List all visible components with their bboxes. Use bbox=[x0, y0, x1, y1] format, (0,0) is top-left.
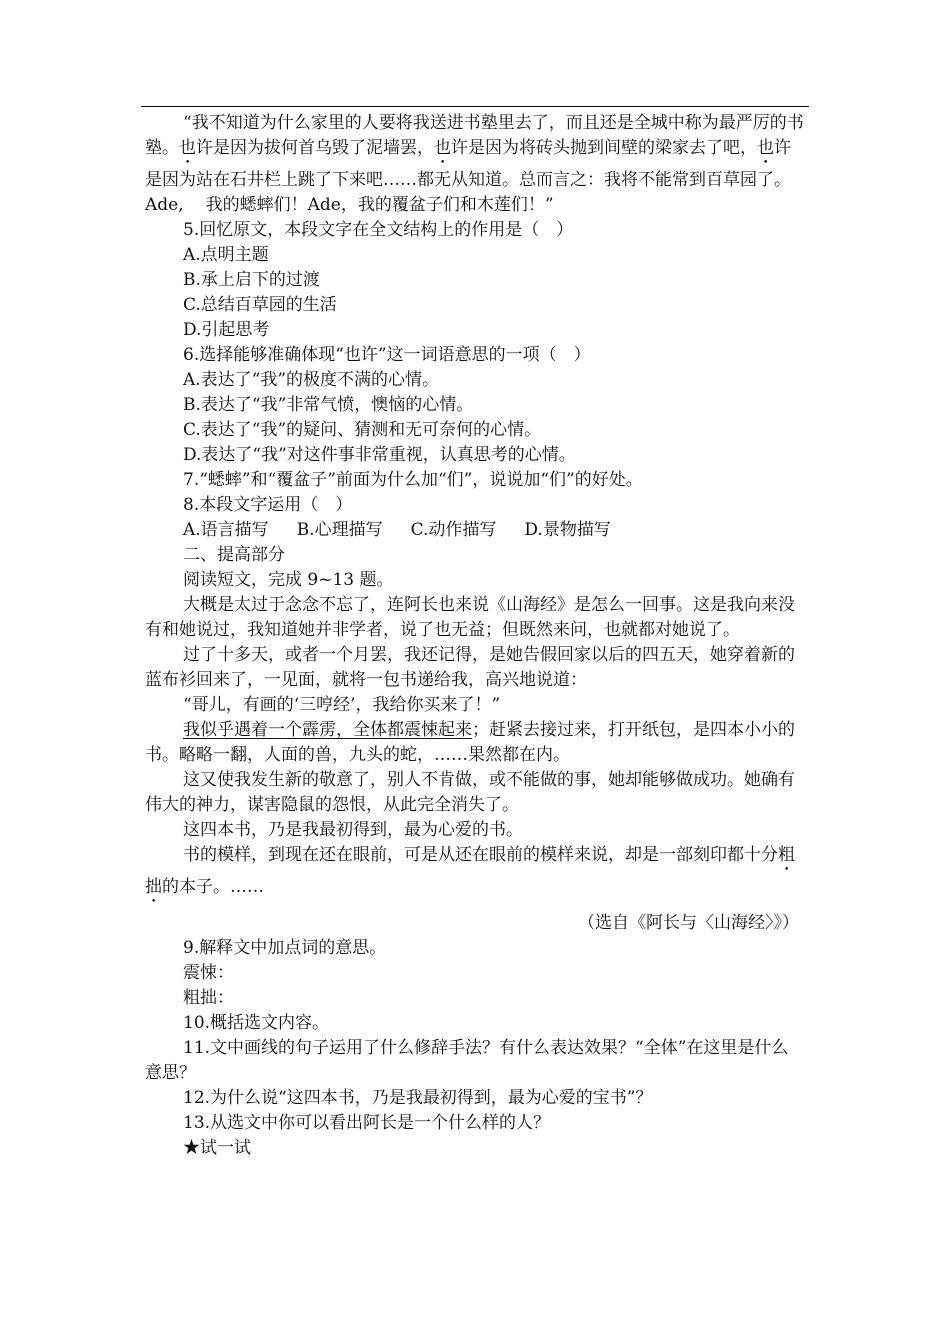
option: A.点明主题 bbox=[183, 245, 269, 265]
dotted-word: 也 bbox=[434, 138, 451, 158]
question-13: 13.从选文中你可以看出阿长是一个什么样的人？ bbox=[183, 1113, 551, 1133]
section-intro: 阅读短文，完成 9~13 题。 bbox=[183, 570, 394, 590]
option: D.引起思考 bbox=[183, 320, 270, 340]
passage-paragraph: 书的模样，到现在还在眼前，可是从还在眼前的模样来说，却是一部刻印都十分粗拙的本子。…… bbox=[145, 845, 795, 897]
passage-paragraph: 这又使我发生新的敬意了，别人不肯做，或不能做的事，她却能够做成功。她确有伟大的神力，谋害隐鼠的怨恨，从此完全消失了。 bbox=[145, 770, 795, 815]
option: B.承上启下的过渡 bbox=[183, 270, 320, 290]
option: B.心理描写 bbox=[296, 520, 383, 540]
header-rule bbox=[141, 106, 809, 107]
question-7: 7.“蟋蟀”和“覆盆子”前面为什么加“们”，说说加“们”的好处。 bbox=[183, 470, 643, 490]
section-heading: 二、提高部分 bbox=[183, 545, 285, 565]
dotted-word: 粗拙 bbox=[145, 845, 795, 897]
question-8-options bbox=[145, 518, 805, 543]
question-10: 10.概括选文内容。 bbox=[183, 1013, 330, 1033]
passage-paragraph: 过了十多天，或者一个月罢，我还记得，是她告假回家以后的四五天，她穿着新的蓝布衫回来了，一见面，就将一包书递给我，高兴地说道： bbox=[145, 645, 795, 690]
passage-paragraph: 大概是太过于念念不忘了，连阿长也来说《山海经》是怎么一回事。这是我向来没有和她说过，我知道她并非学者，说了也无益；但既然来问，也就都对她说了。 bbox=[145, 595, 795, 640]
source-citation: （选自《阿长与〈山海经〉》） bbox=[578, 913, 799, 933]
option: D.景物描写 bbox=[524, 520, 611, 540]
option: C.总结百草园的生活 bbox=[183, 295, 337, 315]
option: D.表达了“我”对这件事非常重视，认真思考的心情。 bbox=[183, 445, 576, 465]
underlined-sentence: 我似乎遇着一个霹雳，全体都震悚起来 bbox=[183, 720, 472, 740]
question-9: 9.解释文中加点词的意思。 bbox=[183, 938, 387, 958]
question-5: 5.回忆原文，本段文字在全文结构上的作用是（ ） bbox=[183, 220, 574, 240]
question-12: 12.为什么说“这四本书，乃是我最初得到，最为心爱的宝书”？ bbox=[183, 1088, 653, 1108]
dotted-word: 也 bbox=[757, 138, 774, 158]
passage-paragraph: “哥儿，有画的‘三哼经’，我给你买来了！” bbox=[183, 695, 501, 715]
passage-quote: “我不知道为什么家里的人要将我送进书塾里去了，而且还是全城中称为最严厉的书塾。也许是因为拔何首乌毁了泥墙罢，也许是因为将砖头抛到间壁的梁家去了吧，也许是因为站在石井栏上跳了下来吧……都无从知道。总而言之：我将不能常到百草园了。Ade, 我的蟋蟀们！Ade，我的覆盆子们和木莲们！” bbox=[145, 113, 804, 215]
sub-question: 震悚： bbox=[183, 963, 234, 983]
question-11: 11.文中画线的句子运用了什么修辞手法？有什么表达效果？“全体”在这里是什么意思？ bbox=[145, 1038, 789, 1083]
option: B.表达了“我”非常气愤，懊恼的心情。 bbox=[183, 395, 474, 415]
option: C.动作描写 bbox=[410, 520, 497, 540]
option: A.语言描写 bbox=[183, 520, 269, 540]
question-6: 6.选择能够准确体现“也许”这一词语意思的一项（ ） bbox=[183, 345, 591, 365]
question-8: 8.本段文字运用（ ） bbox=[183, 495, 353, 515]
passage-paragraph: 我似乎遇着一个霹雳，全体都震悚起来；赶紧去接过来，打开纸包，是四本小小的书。略略一翻，人面的兽，九头的蛇，……果然都在内。 bbox=[145, 720, 795, 765]
try-it-heading: ★试一试 bbox=[183, 1138, 251, 1158]
document-page bbox=[145, 111, 805, 1161]
sub-question: 粗拙： bbox=[183, 988, 234, 1008]
option: A.表达了“我”的极度不满的心情。 bbox=[183, 370, 440, 390]
option: C.表达了“我”的疑问、猜测和无可奈何的心情。 bbox=[183, 420, 542, 440]
passage-paragraph: 这四本书，乃是我最初得到，最为心爱的书。 bbox=[183, 820, 523, 840]
dotted-word: 也 bbox=[179, 138, 196, 158]
